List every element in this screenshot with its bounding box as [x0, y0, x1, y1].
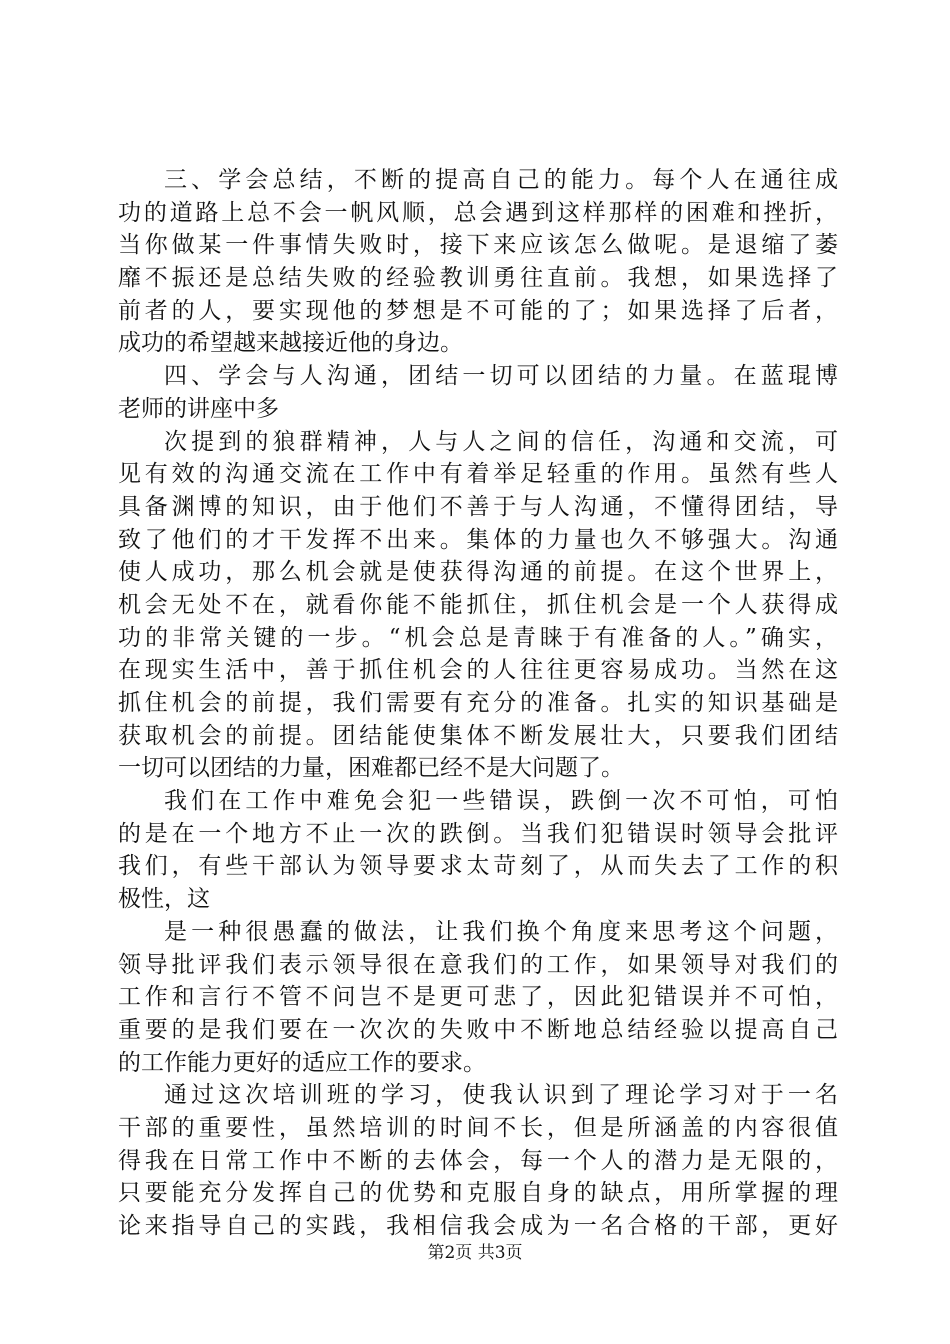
- text-line: 成功的希望越来越接近他的身边。: [118, 330, 463, 357]
- text-line: 机会无处不在，就看你能不能抓住，抓住机会是一个人获得成: [118, 591, 838, 618]
- text-line: 前者的人，要实现他的梦想是不可能的了；如果选择了后者，: [118, 297, 838, 324]
- text-line: 论来指导自己的实践，我相信我会成为一名合格的干部，更好: [118, 1213, 838, 1239]
- text-line: 当你做某一件事情失败时，接下来应该怎么做呢。是退缩了萎: [118, 232, 838, 259]
- text-line: 功的道路上总不会一帆风顺，总会遇到这样那样的困难和挫折，: [118, 199, 838, 226]
- text-line: 是一种很愚蠢的做法，让我们换个角度来思考这个问题，: [164, 918, 838, 945]
- text-line: 通过这次培训班的学习，使我认识到了理论学习对于一名: [164, 1082, 838, 1109]
- text-line: 领导批评我们表示领导很在意我们的工作，如果领导对我们的: [118, 951, 838, 978]
- text-line: 功的非常关键的一步。“机会总是青睐于有准备的人。”确实，: [118, 624, 838, 651]
- text-line: 四、学会与人沟通，团结一切可以团结的力量。在蓝琨博: [164, 363, 838, 390]
- text-line: 极性，这: [118, 886, 210, 913]
- text-line: 在现实生活中，善于抓住机会的人往往更容易成功。当然在这: [118, 657, 838, 684]
- text-line: 致了他们的才干发挥不出来。集体的力量也久不够强大。沟通: [118, 526, 838, 553]
- text-line: 使人成功，那么机会就是使获得沟通的前提。在这个世界上，: [118, 559, 838, 586]
- text-line: 见有效的沟通交流在工作中有着举足轻重的作用。虽然有些人: [118, 461, 838, 488]
- text-line: 我们，有些干部认为领导要求太苛刻了，从而失去了工作的积: [118, 853, 838, 880]
- text-line: 重要的是我们要在一次次的失败中不断地总结经验以提高自己: [118, 1016, 838, 1043]
- text-line: 一切可以团结的力量，困难都已经不是大问题了。: [118, 755, 624, 782]
- text-line: 工作和言行不管不问岂不是更可悲了，因此犯错误并不可怕，: [118, 984, 838, 1011]
- page-footer: 第2页 共3页: [427, 1243, 523, 1263]
- text-line: 干部的重要性，虽然培训的时间不长，但是所涵盖的内容很值: [118, 1114, 838, 1141]
- text-line: 次提到的狼群精神，人与人之间的信任，沟通和交流，可: [164, 428, 838, 455]
- text-line: 的是在一个地方不止一次的跌倒。当我们犯错误时领导会批评: [118, 820, 838, 847]
- text-line: 三、学会总结，不断的提高自己的能力。每个人在通往成: [164, 167, 838, 193]
- text-line: 靡不振还是总结失败的经验教训勇往直前。我想，如果选择了: [118, 265, 838, 292]
- text-line: 只要能充分发挥自己的优势和克服自身的缺点，用所掌握的理: [118, 1180, 838, 1207]
- text-line: 老师的讲座中多: [118, 395, 279, 422]
- text-line: 抓住机会的前提，我们需要有充分的准备。扎实的知识基础是: [118, 690, 838, 716]
- text-line: 的工作能力更好的适应工作的要求。: [118, 1049, 486, 1076]
- text-line: 获取机会的前提。团结能使集体不断发展壮大，只要我们团结: [118, 722, 838, 749]
- text-line: 具备渊博的知识，由于他们不善于与人沟通，不懂得团结，导: [118, 493, 838, 520]
- document-body: [118, 164, 838, 1243]
- text-line: 我们在工作中难免会犯一些错误，跌倒一次不可怕，可怕: [164, 788, 838, 815]
- text-line: 得我在日常工作中不断的去体会，每一个人的潜力是无限的，: [118, 1147, 838, 1174]
